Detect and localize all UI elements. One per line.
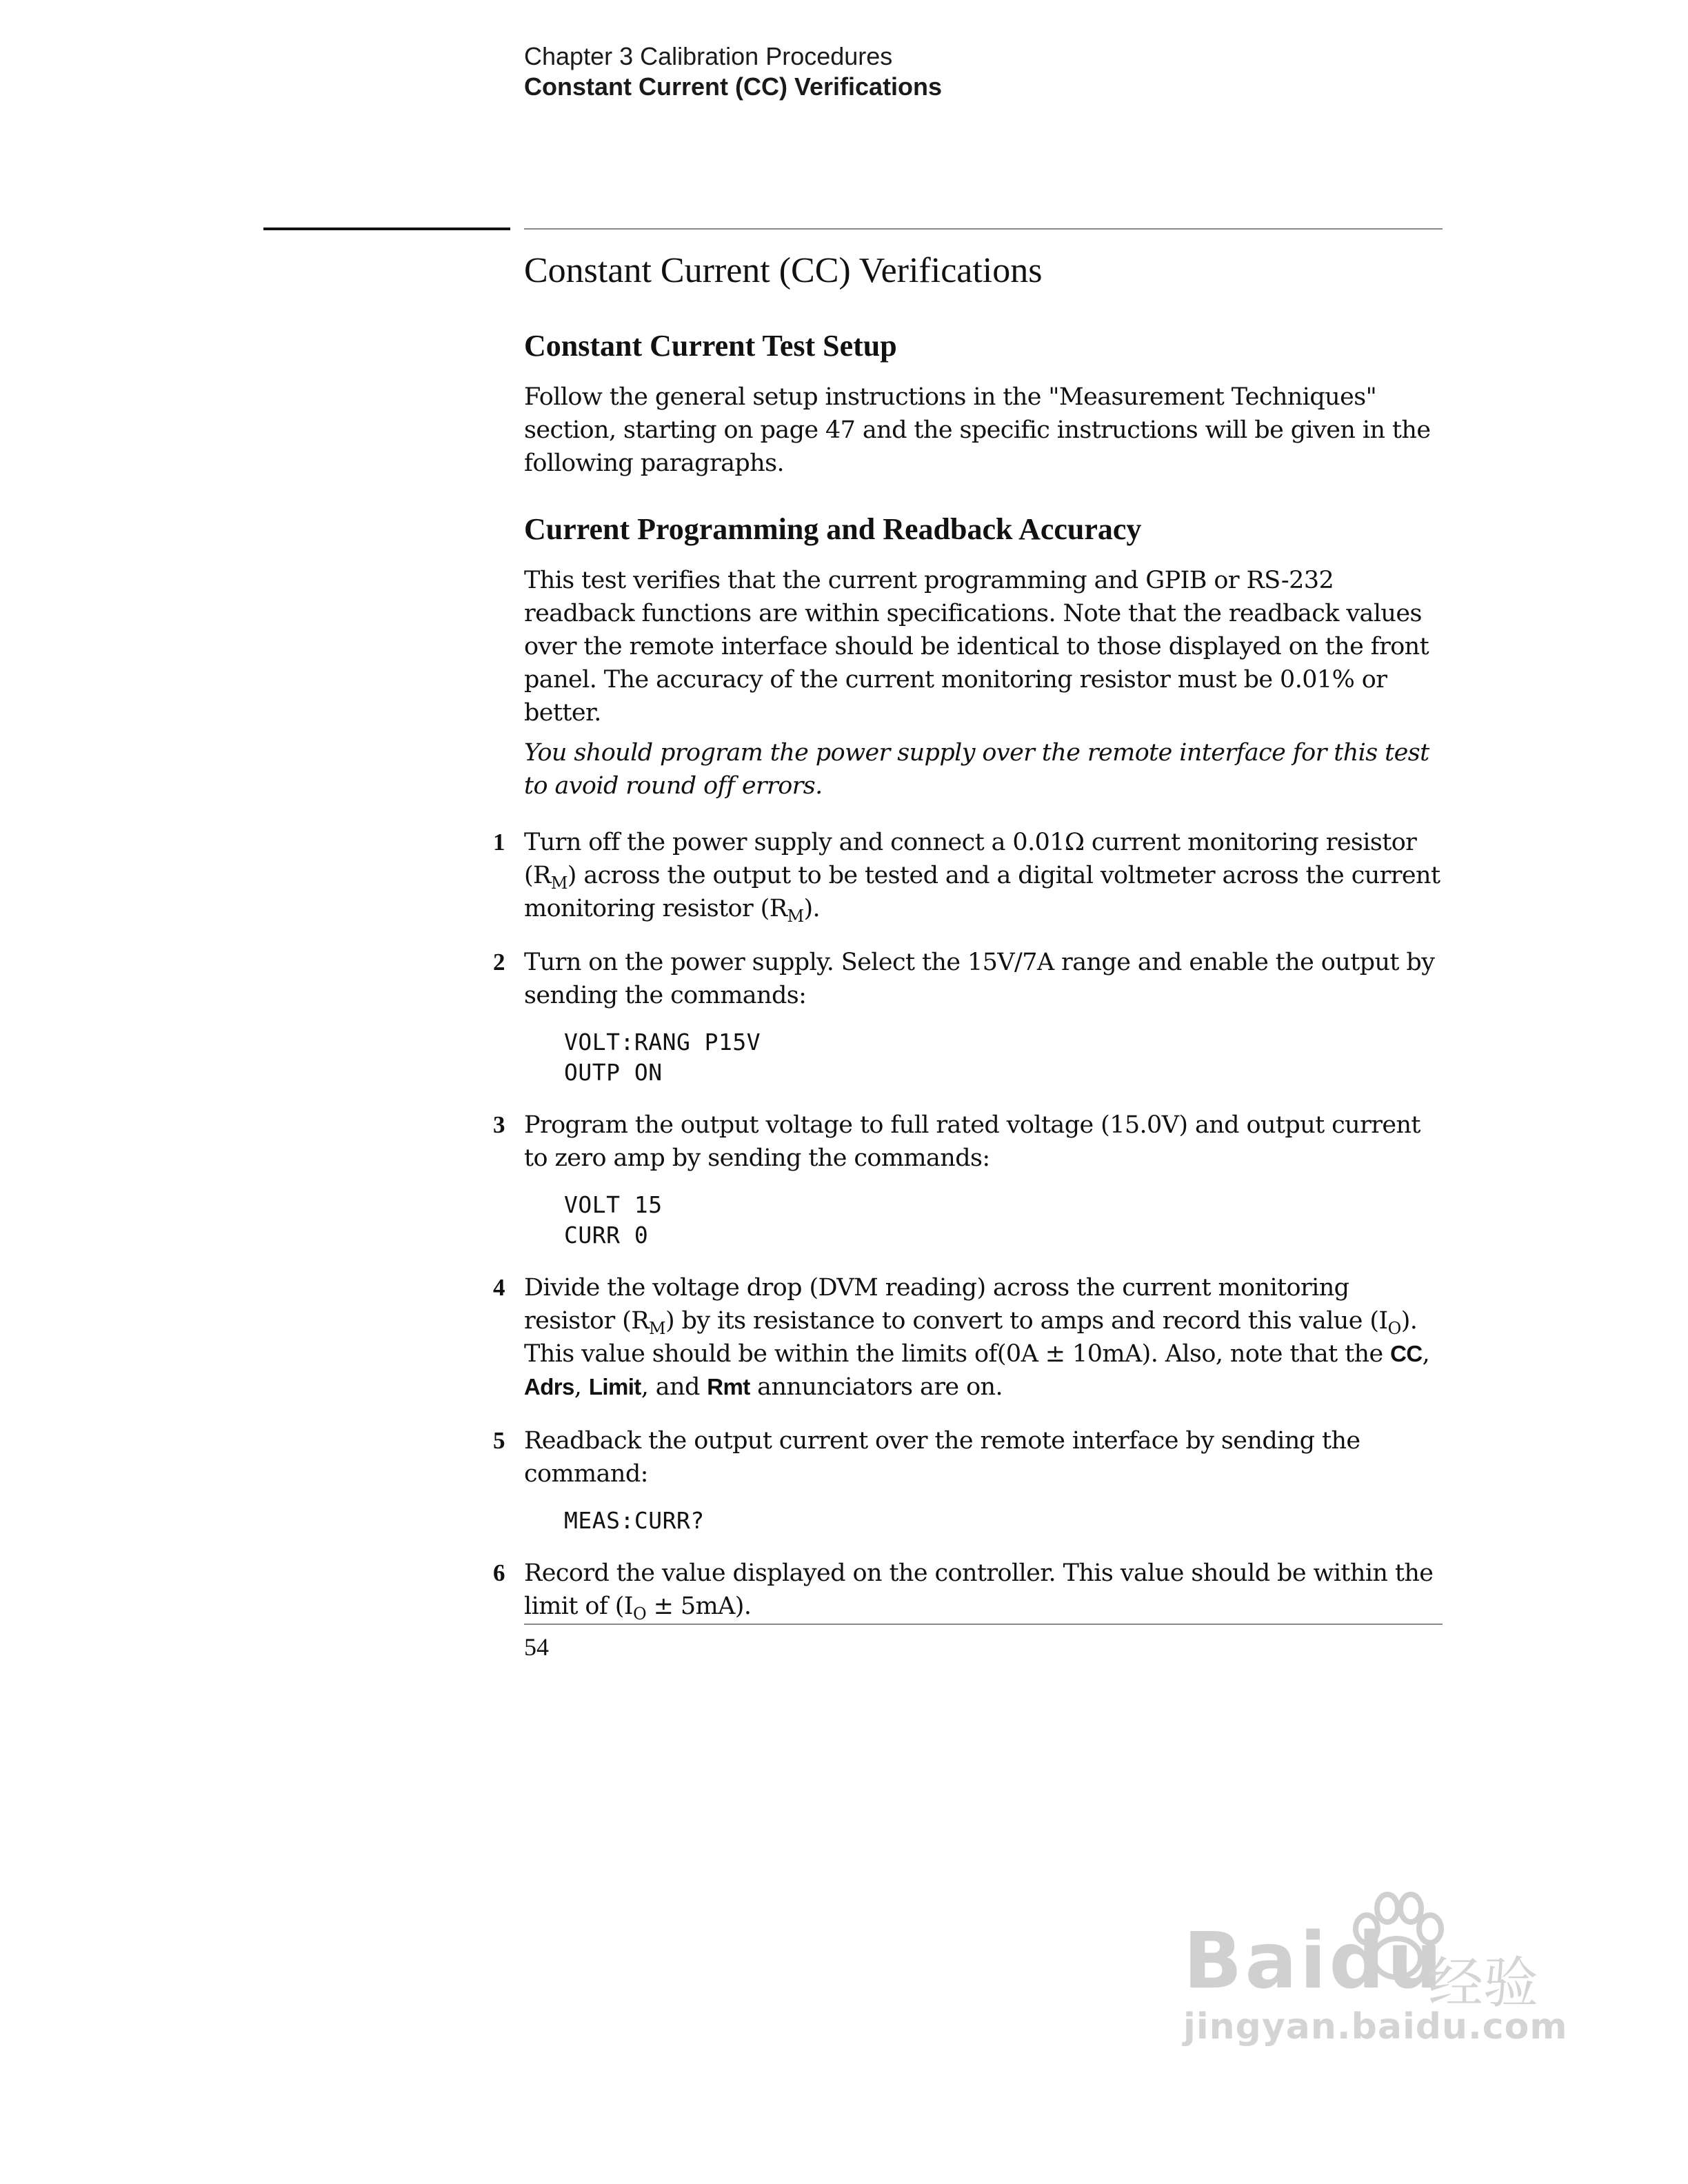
step-text: Record the value displayed on the controller. This value should be within the limit of $(I_O \pm 5mA)$. [524, 1559, 1434, 1624]
chapter-title: Chapter 3 Calibration Procedures [524, 42, 893, 70]
step-6 [493, 1557, 1443, 1624]
header-rule-left [263, 228, 510, 230]
watermark-url: jingyan.baidu.com [1183, 2006, 1568, 2048]
step-number: 4 [493, 1274, 505, 1301]
setup-paragraph: Follow the general setup instructions in the "Measurement Techniques" section, starting on page 47 and the specific instructions will be given in the following paragraphs. [524, 383, 1431, 477]
note-paragraph: You should program the power supply over the remote interface for this test to avoid round off errors. [524, 739, 1429, 800]
page-number: 54 [524, 1633, 549, 1661]
baidu-watermark [1183, 1889, 1583, 2048]
procedure-steps [493, 826, 1443, 1624]
watermark-brand: Baidu [1183, 1917, 1445, 2006]
page-title: Constant Current (CC) Verifications [524, 251, 1043, 290]
running-header [524, 41, 942, 102]
main-content [493, 241, 1443, 1644]
accuracy-paragraph: This test verifies that the current programming and GPIB or RS-232 readback functions are within specifications. Note that the readback values over the remote interface should be identical to those displayed on the front panel. The accuracy of the current monitoring resistor must be 0.01% or better. [524, 567, 1429, 727]
header-rule-right [524, 228, 1443, 230]
step-number: 6 [493, 1559, 505, 1586]
footer-rule [524, 1624, 1443, 1625]
section-running-title: Constant Current (CC) Verifications [524, 72, 943, 101]
step-text: Readback the output current over the remote interface by sending the command: [524, 1427, 1360, 1488]
code-block: VOLT 15 CURR 0 [564, 1191, 663, 1248]
code-block: VOLT:RANG P15V OUTP ON [564, 1029, 761, 1086]
step-text: Divide the voltage drop (DVM reading) across the current monitoring resistor $(R_M)$ by its resistance to convert to amps and record this value $(I_O)$. This value should be within the limits of(0A ± 10mA). Also, note that the CC, Adrs, Limit, and Rmt annunciators are on. [524, 1274, 1430, 1401]
step-number: 3 [493, 1111, 505, 1138]
step-1 [493, 826, 1443, 926]
step-number: 5 [493, 1427, 505, 1454]
step-3 [493, 1109, 1443, 1251]
step-text: Turn on the power supply. Select the 15V/7A range and enable the output by sending the commands: [524, 949, 1435, 1009]
step-4 [493, 1271, 1443, 1404]
step-text: Turn off the power supply and connect a 0.01Ω current monitoring resistor $(R_M)$ across the output to be tested and a digital voltmeter across the current monitoring resistor $(R_M)$. [524, 829, 1440, 926]
accuracy-heading: Current Programming and Readback Accuracy [524, 512, 1142, 546]
annunciator-rmt: Rmt [707, 1374, 750, 1399]
annunciator-cc: CC [1390, 1341, 1423, 1366]
step-text: Program the output voltage to full rated voltage (15.0V) and output current to zero amp by sending the commands: [524, 1111, 1420, 1172]
code-block: MEAS:CURR? [564, 1507, 705, 1534]
setup-heading: Constant Current Test Setup [524, 329, 897, 363]
step-2 [493, 946, 1443, 1088]
step-5 [493, 1424, 1443, 1536]
step-number: 1 [493, 829, 505, 856]
watermark-cn: 经验 [1428, 1951, 1538, 2015]
annunciator-limit: Limit [588, 1374, 641, 1399]
annunciator-adrs: Adrs [524, 1374, 574, 1399]
step-number: 2 [493, 949, 505, 975]
